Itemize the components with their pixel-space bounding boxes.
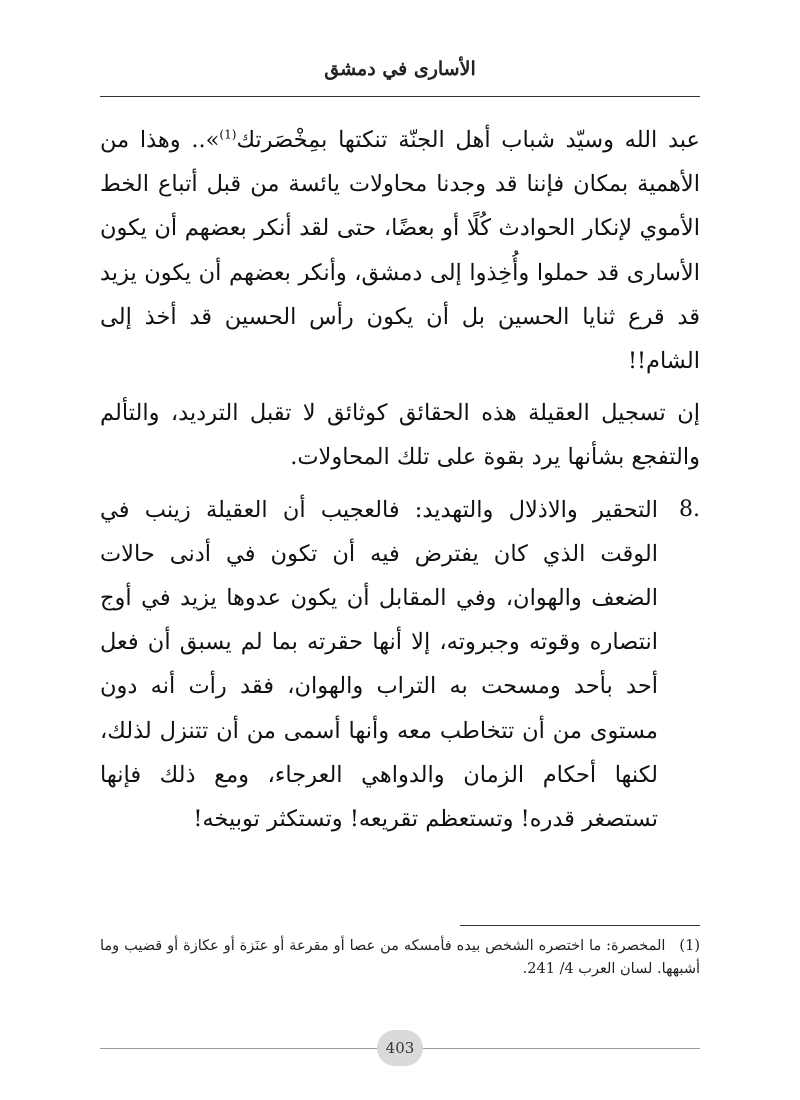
paragraph-quote [100,118,700,383]
footnote-number: (1) [679,938,700,954]
main-text [100,118,700,849]
page-number-badge [377,1030,423,1066]
footnote-divider [460,925,700,926]
footnote [100,935,700,981]
paragraph-continuation: ».. وهذا من الأهمية بمكان فإننا قد وجدنا محاولات يائسة من قبل أتباع الخط الأموي لإنكار الحوادث كُلًا أو بعضًا، حتى لقد أنكر بعضهم أن يكون الأسارى قد حملوا وأُخِذوا إلى دمشق، وأنكر بعضهم أن يكون يزيد قد قرع ثنايا الحسين بل أن يكون رأس الحسين قد أخذ إلى الشام!! [100,127,700,375]
page-number: 403 [385,1039,415,1057]
list-item-number: 8. [679,496,700,522]
list-item-text: التحقير والاذلال والتهديد: فالعجيب أن العقيلة زينب في الوقت الذي كان يفترض فيه أن تكون في أدنى حالات الضعف والهوان، وفي المقابل أن يكون عدوها يزيد في أوج انتصاره وقوته وجبروته، إلا أنها حقرته بما لم يسبق أن فعل أحد بأحد ومسحت به التراب والهوان، فقد رأت أنه دون مستوى من أن تتخاطب معه وأنها أسمى من أن تتنزل لذلك، لكنها أحكام الزمان والدواهي العرجاء، ومع ذلك فإنها تستصغر قدره! وتستعظم تقريعه! وتستكثر توبيخه! [100,496,658,833]
list-item-8 [100,488,700,842]
running-header: الأسارى في دمشق [324,58,476,80]
paragraph-documentation: إن تسجيل العقيلة هذه الحقائق كوثائق لا تقبل الترديد، والتألم والتفجع بشأنها يرد بقوة على تلك المحاولات. [100,400,700,471]
footnote-text: المخصرة: ما اختصره الشخص بيده فأمسكه من عصا أو مقرعة أو عنَزة أو عكازة أو قضيب وما أشبهها. لسان العرب 4/ 241. [100,938,700,977]
quote-text: عبد الله وسيّد شباب أهل الجنّة تنكتها بمِخْصَرتك [236,127,700,153]
header-divider [100,96,700,97]
footnote-reference[interactable]: (1) [219,127,237,142]
